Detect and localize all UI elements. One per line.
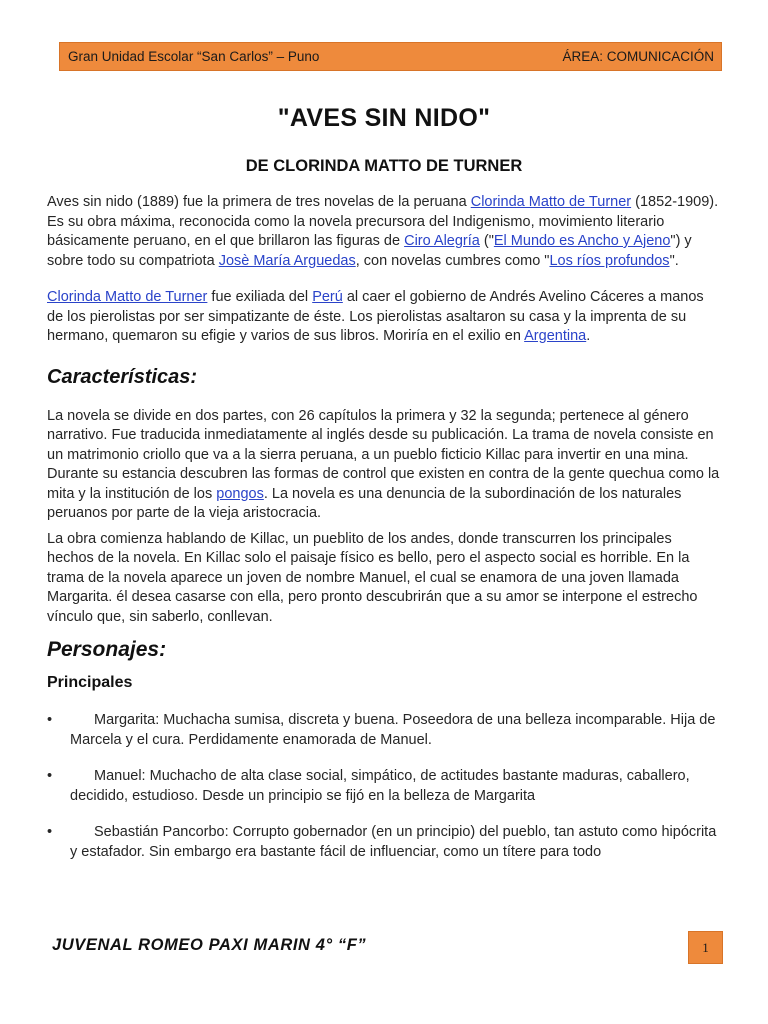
character-list	[47, 711, 722, 862]
character-description: Sebastián Pancorbo: Corrupto gobernador (en un principio) del pueblo, tan astuto como hipócrita y estafador. Sin embargo era bastante fácil de influenciar, como un títere para todo	[70, 824, 717, 860]
intro-text-4: ") y sobre todo su compatriota	[47, 233, 692, 269]
link-jose-maria-arguedas[interactable]: Josè María Arguedas	[218, 252, 356, 269]
exile-paragraph	[47, 288, 722, 347]
link-peru[interactable]: Perú	[312, 289, 343, 305]
link-ciro-alegria[interactable]: Ciro Alegría	[404, 233, 480, 249]
school-name: Gran Unidad Escolar “San Carlos” – Puno	[68, 49, 320, 64]
caract-text-2: . La novela es una denuncia de la subordinación de los naturales peruanos por parte de la vieja aristocracia.	[47, 485, 682, 521]
link-los-rios-profundos[interactable]: Los ríos profundos	[549, 252, 670, 269]
document-subtitle: DE CLORINDA MATTO DE TURNER	[245, 157, 523, 175]
character-description: Margarita: Muchacha sumisa, discreta y buena. Poseedora de una belleza incomparable. Hija de Marcela y el cura. Perdidamente enamorada de Manuel.	[70, 712, 716, 748]
intro-text-6: ".	[669, 252, 679, 269]
link-pongos[interactable]: pongos	[216, 485, 264, 502]
list-item	[47, 823, 722, 862]
link-clorinda-matto-2[interactable]: Clorinda Matto de Turner	[47, 289, 208, 305]
intro-text-3: ("	[479, 233, 494, 249]
character-description: Manuel: Muchacho de alta clase social, simpático, de actitudes bastante maduras, caballero, decidido, estudioso. Desde un principio se fijó en la belleza de Margarita	[70, 768, 690, 804]
document-title: "AVES SIN NIDO"	[277, 104, 491, 132]
list-item	[47, 767, 722, 806]
link-el-mundo-es-ancho[interactable]: El Mundo es Ancho y Ajeno	[493, 233, 671, 249]
intro-text-5: , con novelas cumbres como "	[355, 252, 550, 269]
intro-paragraph	[47, 193, 722, 271]
exile-text-3: .	[586, 328, 591, 344]
caracteristicas-paragraph-1	[47, 407, 722, 524]
author-footer: JUVENAL ROMEO PAXI MARIN 4° “F”	[52, 936, 367, 954]
bullet-icon: •	[47, 712, 53, 728]
subject-area: ÁREA: COMUNICACIÓN	[562, 49, 714, 64]
page-number: 1	[688, 931, 723, 964]
bullet-icon: •	[47, 768, 53, 784]
caracteristicas-paragraph-2: La obra comienza hablando de Killac, un pueblito de los andes, donde transcurren los principales hechos de la novela. En Killac solo el paisaje físico es bello, pero el aspecto social es horrible. En la trama de la novela aparece un joven de nombre Manuel, el cual se enamora de una joven llamada Margarita. él desea casarse con ella, pero pronto descubrirán que a su amor se interpone el estrecho vínculo que, sin saberlo, conllevan.	[47, 530, 698, 625]
heading-personajes: Personajes:	[47, 638, 167, 661]
intro-text-1: Aves sin nido (1889) fue la primera de tres novelas de la peruana	[47, 194, 471, 210]
link-argentina[interactable]: Argentina	[524, 328, 587, 344]
exile-text-2: al caer el gobierno de Andrés Avelino Cáceres a manos de los pierolistas por ser simpatizante de éste. Los pierolistas asaltaron su casa y la imprenta de su hermano, quemaron su efigie y varios de sus libros. Moriría en el exilio en	[47, 289, 704, 344]
intro-text-2: (1852-1909). Es su obra máxima, reconocida como la novela precursora del Indigenismo, movimiento literario básicamente peruano, en el que brillaron las figuras de	[47, 194, 719, 249]
page-header	[59, 42, 722, 71]
bullet-icon: •	[47, 824, 53, 840]
caract-text-1: La novela se divide en dos partes, con 26 capítulos la primera y 32 la segunda; pertenece al género narrativo. Fue traducida inmediatamente al inglés desde su publicación. La trama de novela consiste en un matrimonio criollo que va a la sierra peruana, a un pueblo ficticio Killac para invertir en una mina. Durante su estancia descubren las formas de control que existen en contra de la gente quechua como la mita y la institución de los	[47, 407, 720, 502]
link-clorinda-matto[interactable]: Clorinda Matto de Turner	[470, 194, 632, 210]
heading-caracteristicas: Características:	[47, 365, 198, 388]
heading-principales: Principales	[47, 674, 133, 691]
document-body	[47, 193, 722, 862]
exile-text-1: fue exiliada del	[207, 289, 313, 305]
list-item	[47, 711, 722, 750]
